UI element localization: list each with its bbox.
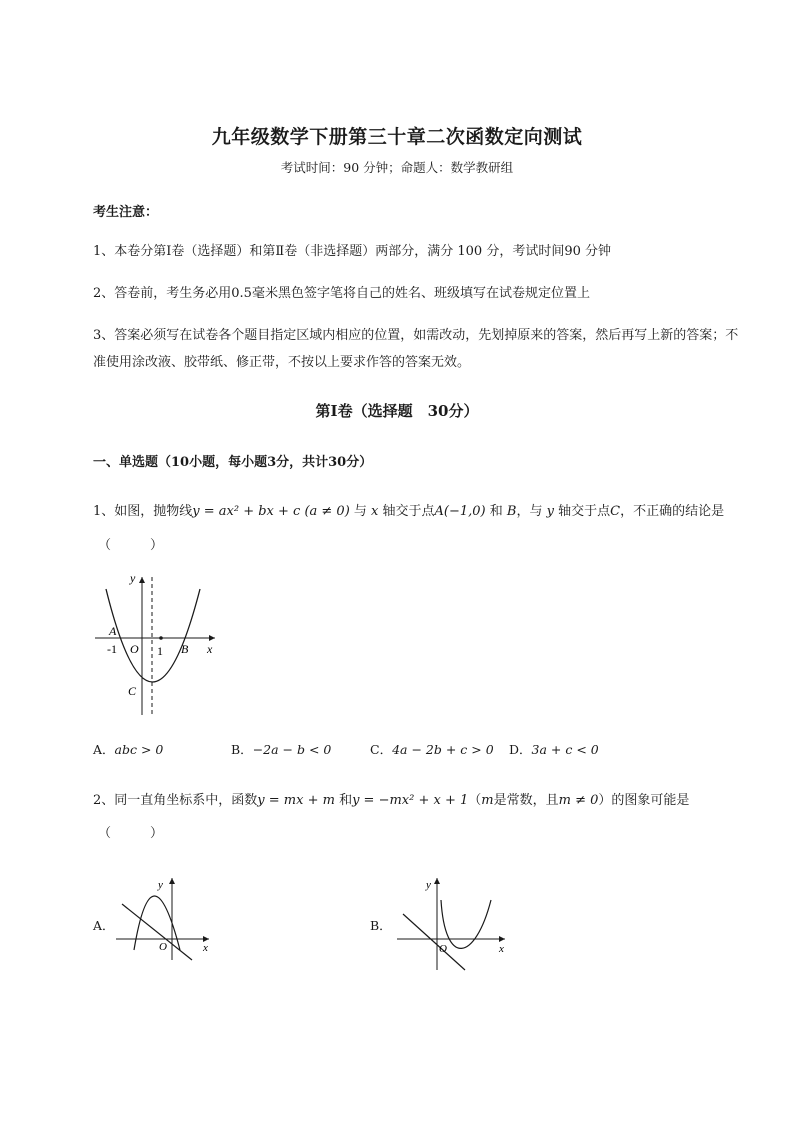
label-neg1: -1 (107, 642, 117, 656)
option-text: abc > 0 (114, 742, 164, 757)
label-o: O (130, 642, 139, 656)
q1-var-y: y (546, 504, 554, 519)
q2-text: 2、同一直角坐标系中，函数 (93, 793, 258, 808)
label-y: y (130, 571, 136, 585)
q1-option-c[interactable] (370, 740, 494, 758)
page-title: 九年级数学下册第三十章二次函数定向测试 (211, 126, 583, 148)
label-b: B (181, 642, 189, 656)
label-c: C (128, 684, 137, 698)
option-key: B． (231, 742, 253, 757)
q2-text: ）的图象可能是 (598, 793, 690, 808)
q2-var-m: m (481, 793, 494, 808)
option-key: C． (370, 742, 393, 757)
parabola-curve (106, 589, 200, 682)
q2-option-b-key[interactable]: B． (370, 918, 392, 933)
label-x: x (207, 642, 213, 656)
line-graph (403, 914, 465, 970)
q1-text: 轴交于点 (378, 504, 435, 519)
label-a: A (109, 624, 117, 638)
notice-item-2: 2、答卷前，考生务必用0.5毫米黑色签字笔将自己的姓名、班级填写在试卷规定位置上 (93, 286, 590, 301)
q1-text: 和 (485, 504, 507, 519)
q1-point-c: C (610, 504, 621, 519)
q1-point-b: B (506, 504, 517, 519)
q1-answer-blank: （ ） (98, 538, 164, 553)
q2-condition: m ≠ 0 (558, 793, 599, 808)
line-graph (122, 904, 192, 960)
q1-parabola-figure (90, 565, 225, 720)
label-1: 1 (157, 644, 163, 658)
q1-formula: y = ax² + bx + c (a ≠ 0) (192, 504, 350, 519)
option-text: −2a − b < 0 (252, 742, 332, 757)
q1-option-d[interactable] (509, 740, 599, 758)
q2-option-a-key[interactable]: A． (93, 918, 115, 933)
q1-text: 轴交于点 (553, 504, 611, 519)
q1-text: 1、如图，抛物线 (93, 504, 193, 519)
question-1-stem (93, 500, 724, 519)
q2-option-a-graph[interactable] (112, 872, 217, 962)
point-one (159, 636, 163, 640)
q2-formula-2: y = −mx² + x + 1 (352, 793, 469, 808)
option-key: A． (93, 742, 115, 757)
label-o: O (439, 943, 447, 955)
q1-option-a[interactable] (93, 740, 163, 758)
label-y: y (158, 879, 163, 891)
option-text: 3a + c < 0 (531, 742, 599, 757)
label-y: y (426, 879, 431, 891)
q2-text: 是常数，且 (493, 793, 559, 808)
exam-info: 考试时间：90 分钟；命题人：数学教研组 (280, 160, 514, 175)
label-x: x (203, 942, 208, 954)
q2-option-b-graph[interactable] (393, 872, 513, 972)
label-x: x (499, 943, 504, 955)
option-key: D． (509, 742, 532, 757)
notice-heading: 考生注意： (93, 205, 159, 220)
q2-formula-1: y = mx + m (257, 793, 335, 808)
parabola-curve (441, 900, 491, 948)
notice-item-1: 1、本卷分第Ⅰ卷（选择题）和第Ⅱ卷（非选择题）两部分，满分 100 分，考试时间90 分钟 (93, 244, 611, 259)
q2-text: 和 (334, 793, 353, 808)
q2-answer-blank: （ ） (98, 826, 164, 841)
q1-text: ，与 (516, 504, 547, 519)
q1-option-b[interactable] (231, 740, 331, 758)
section-heading: 一、单选题（10小题，每小题3分，共计30分） (93, 455, 373, 470)
parabola-curve (134, 896, 180, 950)
q1-text: ，不正确的结论是 (620, 504, 725, 519)
volume-title: 第Ⅰ卷（选择题 30分） (315, 402, 479, 420)
q1-text: 与 (349, 504, 372, 519)
q2-text: （ (468, 793, 482, 808)
question-2-stem (93, 789, 689, 808)
notice-item-3: 3、答案必须写在试卷各个题目指定区域内相应的位置，如需改动，先划掉原来的答案，然后再写上新的答案；不准使用涂改液、胶带纸、修正带，不按以上要求作答的答案无效。 (93, 328, 739, 370)
q1-var-x: x (371, 504, 379, 519)
option-text: 4a − 2b + c > 0 (392, 742, 494, 757)
q1-point-a: A(−1,0) (434, 504, 486, 519)
label-o: O (159, 941, 167, 953)
